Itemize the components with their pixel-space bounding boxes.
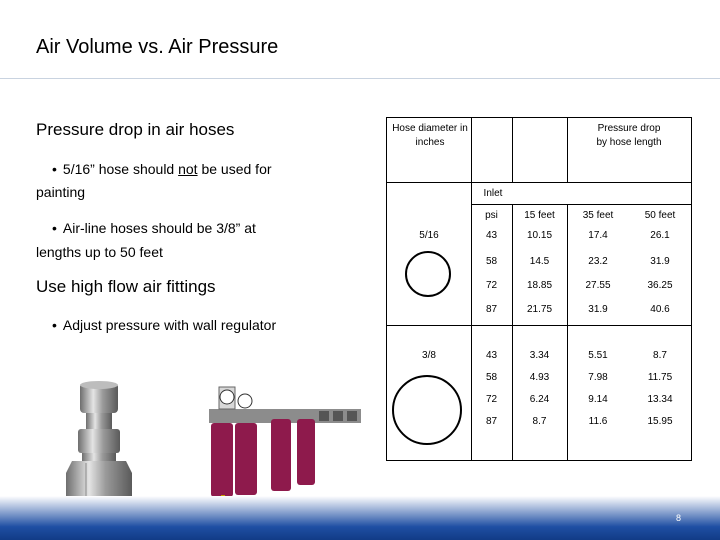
table-cell: 58	[485, 256, 498, 267]
table-cell: 18.85	[526, 280, 553, 291]
table-cell: 13.34	[647, 394, 673, 405]
table-cell: 7.98	[588, 372, 608, 383]
table-cell: 8.7	[653, 350, 667, 361]
hose-size-5-16-circle	[405, 251, 451, 297]
footer-bar	[0, 496, 720, 540]
table-hline	[387, 325, 691, 326]
bullet-5-16-hose	[52, 157, 332, 182]
heading-pressure-drop: Pressure drop in air hoses	[36, 120, 235, 139]
size-3-8: 3/8	[422, 350, 436, 361]
table-cell: 10.15	[526, 230, 553, 241]
table-cell: 31.9	[650, 256, 670, 267]
table-cell: 87	[485, 416, 498, 427]
table-cell: 72	[485, 394, 498, 405]
table-cell: 31.9	[588, 304, 608, 315]
hose-size-3-8-circle	[392, 375, 462, 445]
pressure-drop-table	[386, 117, 692, 461]
table-cell: 40.6	[650, 304, 670, 315]
bullet-dot: •	[52, 161, 57, 177]
table-cell: 11.6	[588, 416, 608, 427]
bullet-3-8-hose-line2: lengths up to 50 feet	[36, 244, 163, 260]
table-cell: 43	[485, 350, 498, 361]
bullet-3-8-hose	[52, 216, 332, 241]
header-inlet: Inlet	[483, 188, 503, 199]
header-pressure-drop: Pressure drop by hose length	[596, 123, 662, 148]
table-cell: 11.75	[647, 372, 673, 383]
slide-title: Air Volume vs. Air Pressure	[36, 36, 279, 58]
table-vline	[567, 118, 568, 182]
col-15-feet: 15 feet	[524, 210, 555, 221]
heading-high-flow-fittings: Use high flow air fittings	[36, 277, 216, 296]
table-cell: 8.7	[532, 416, 547, 427]
table-cell: 72	[485, 280, 498, 291]
table-cell: 58	[485, 372, 498, 383]
bullet-text-post: be used for	[197, 161, 272, 177]
col-35-feet: 35 feet	[582, 210, 614, 221]
table-cell: 15.95	[647, 416, 673, 427]
table-cell: 23.2	[588, 256, 608, 267]
table-cell: 36.25	[647, 280, 673, 291]
table-hline	[471, 204, 691, 205]
page-number: 8	[676, 513, 682, 523]
size-5-16: 5/16	[419, 230, 439, 241]
table-cell: 5.51	[588, 350, 608, 361]
table-vline	[512, 118, 513, 182]
col-psi: psi	[485, 210, 498, 221]
table-cell: 6.24	[529, 394, 550, 405]
bullet-text-emphasis: not	[178, 161, 198, 177]
bullet-wall-regulator	[52, 313, 382, 338]
title-divider	[0, 78, 720, 79]
table-cell: 26.1	[650, 230, 670, 241]
bullet-text: Adjust pressure with wall regulator	[62, 317, 277, 333]
col-50-feet: 50 feet	[644, 210, 676, 221]
table-cell: 27.55	[585, 280, 611, 291]
bullet-text: Air-line hoses should be 3/8” at	[62, 220, 256, 236]
table-cell: 87	[485, 304, 498, 315]
table-cell: 9.14	[588, 394, 608, 405]
bullet-text-pre: 5/16” hose should	[62, 161, 179, 177]
table-cell: 4.93	[529, 372, 550, 383]
header-hose-diameter: Hose diameter in inches	[392, 123, 468, 148]
bullet-dot: •	[52, 317, 57, 333]
table-cell: 43	[485, 230, 498, 241]
table-cell: 21.75	[526, 304, 553, 315]
table-cell: 17.4	[588, 230, 608, 241]
bullet-dot: •	[52, 220, 57, 236]
bullet-5-16-hose-line2: painting	[36, 184, 86, 200]
table-hline	[387, 182, 691, 183]
table-cell: 14.5	[529, 256, 550, 267]
table-cell: 3.34	[529, 350, 550, 361]
filter-regulator-unit-image	[205, 383, 365, 501]
air-fitting-image	[62, 381, 152, 513]
